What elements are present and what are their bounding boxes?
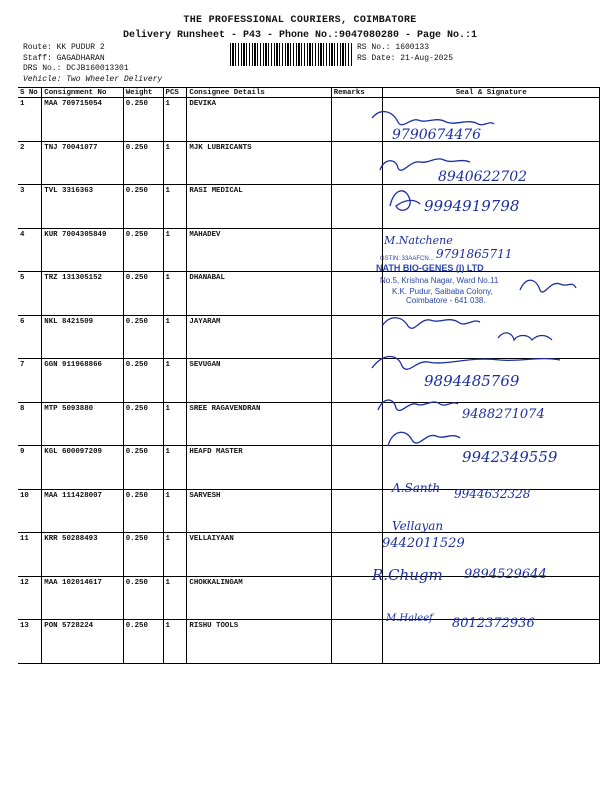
cell-pcs: 1 <box>163 228 187 272</box>
cell-weight: 0.250 <box>123 141 163 185</box>
signature-phone: 9488271074 <box>462 407 545 422</box>
cell-consignment: KRR 50288493 <box>42 533 123 577</box>
signature-phone: 9944632328 <box>454 487 531 501</box>
cell-consignment: MAA 709715054 <box>42 98 123 142</box>
cell-consignee: MAHADEV <box>187 228 331 272</box>
cell-pcs: 1 <box>163 489 187 533</box>
cell-consignee: SARVESH <box>187 489 331 533</box>
cell-weight: 0.250 <box>123 489 163 533</box>
stamp-line1: No.5, Krishna Nagar, Ward No.11 <box>380 276 499 285</box>
cell-sno: 12 <box>18 576 42 620</box>
cell-consignee: VELLAIYAAN <box>187 533 331 577</box>
rs-date: RS Date: 21-Aug-2025 <box>357 53 454 63</box>
cell-consignee: RISHU TOOLS <box>187 620 331 664</box>
signature-phone: 8012372936 <box>452 616 535 631</box>
cell-consignee: MJK LUBRICANTS <box>187 141 331 185</box>
cell-consignee: SEVUGAN <box>187 359 331 403</box>
signature-name: R.Chugm <box>372 566 443 584</box>
cell-pcs: 1 <box>163 98 187 142</box>
cell-weight: 0.250 <box>123 533 163 577</box>
cell-consignee: RASI MEDICAL <box>187 185 331 229</box>
cell-sno: 8 <box>18 402 42 446</box>
document-title: THE PROFESSIONAL COURIERS, COIMBATORE <box>183 15 417 26</box>
cell-weight: 0.250 <box>123 315 163 359</box>
cell-consignment: TRZ 131305152 <box>42 272 123 316</box>
signature-scribble <box>388 432 460 446</box>
signature-phone: 9894529644 <box>464 567 547 582</box>
cell-consignment: PON 5728224 <box>42 620 123 664</box>
cell-sno: 7 <box>18 359 42 403</box>
cell-weight: 0.250 <box>123 185 163 229</box>
cell-weight: 0.250 <box>123 272 163 316</box>
signature-phone: 9790674476 <box>392 127 482 143</box>
cell-pcs: 1 <box>163 576 187 620</box>
cell-consignment: TNJ 70041077 <box>42 141 123 185</box>
col-header-remarks: Remarks <box>331 88 383 98</box>
cell-sno: 6 <box>18 315 42 359</box>
cell-pcs: 1 <box>163 141 187 185</box>
cell-weight: 0.250 <box>123 359 163 403</box>
col-header-seal: Seal & Signature <box>383 88 600 98</box>
signature-phone: 8940622702 <box>438 169 528 185</box>
cell-sno: 5 <box>18 272 42 316</box>
cell-consignee: DEVIKA <box>187 98 331 142</box>
signature-name: M.Haleef <box>386 613 433 624</box>
col-header-pcs: PCS <box>163 88 187 98</box>
signature-name: M.Natchene <box>384 234 453 247</box>
cell-weight: 0.250 <box>123 620 163 664</box>
cell-pcs: 1 <box>163 185 187 229</box>
company-stamp <box>376 256 576 305</box>
signature-phone: 9442011529 <box>382 536 465 551</box>
signature-phone: 9994919798 <box>424 197 520 215</box>
cell-consignee: HEAFD MASTER <box>187 446 331 490</box>
stamp-name: NATH BIO-GENES (I) LTD <box>376 263 484 273</box>
cell-consignment: NKL 8421509 <box>42 315 123 359</box>
cell-weight: 0.250 <box>123 228 163 272</box>
cell-pcs: 1 <box>163 315 187 359</box>
cell-sno: 4 <box>18 228 42 272</box>
cell-consignee: JAYARAM <box>187 315 331 359</box>
cell-consignment: MAA 102014617 <box>42 576 123 620</box>
cell-pcs: 1 <box>163 446 187 490</box>
rs-number: RS No.: 1600133 <box>357 43 430 52</box>
signature-phone: 9894485769 <box>424 372 520 390</box>
stamp-signature-scribble <box>520 280 576 292</box>
signature-phone: 9791865711 <box>436 247 513 261</box>
signature-name: Vellayan <box>392 519 444 533</box>
signature-scribble <box>382 318 480 329</box>
cell-sno: 9 <box>18 446 42 490</box>
cell-weight: 0.250 <box>123 446 163 490</box>
stamp-code: GSTIN: 33AAFCN... <box>380 256 434 262</box>
cell-consignment: KGL 600097209 <box>42 446 123 490</box>
cell-consignment: MTP 5093880 <box>42 402 123 446</box>
cell-consignment: KUR 7004305849 <box>42 228 123 272</box>
cell-sno: 2 <box>18 141 42 185</box>
cell-consignee: DHANABAL <box>187 272 331 316</box>
cell-pcs: 1 <box>163 533 187 577</box>
cell-weight: 0.250 <box>123 98 163 142</box>
cell-pcs: 1 <box>163 402 187 446</box>
cell-consignment: GGN 911968866 <box>42 359 123 403</box>
cell-pcs: 1 <box>163 272 187 316</box>
signature-name: A.Santh <box>392 481 441 495</box>
cell-sno: 3 <box>18 185 42 229</box>
cell-sno: 11 <box>18 533 42 577</box>
cell-sno: 1 <box>18 98 42 142</box>
cell-pcs: 1 <box>163 620 187 664</box>
staff-label: Staff: GAGADHARAN <box>23 53 105 63</box>
cell-sno: 10 <box>18 489 42 533</box>
cell-consignee: CHOKKALINGAM <box>187 576 331 620</box>
signature-scribble <box>390 191 420 210</box>
cell-pcs: 1 <box>163 359 187 403</box>
signature-scribble <box>378 400 458 410</box>
signature-phone: 9942349559 <box>462 448 558 466</box>
cell-consignee: SREE RAGAVENDRAN <box>187 402 331 446</box>
signature-scribble <box>372 357 560 370</box>
cell-weight: 0.250 <box>123 576 163 620</box>
document-subtitle: Delivery Runsheet - P43 - Phone No.:9047080280 - Page No.:1 <box>122 30 478 41</box>
cell-consignment: MAA 111428007 <box>42 489 123 533</box>
col-header-consignee: Consignee Details <box>187 88 331 98</box>
col-header-sno: S No <box>18 88 42 98</box>
stamp-line2: K.K. Pudur, Saibaba Colony, <box>392 287 493 296</box>
vehicle-label: Vehicle: Two Wheeler Delivery <box>23 74 163 84</box>
drs-number: DRS No.: DCJB160013301 <box>23 64 129 73</box>
signature-scribble <box>372 112 494 125</box>
cell-sno: 13 <box>18 620 42 664</box>
stamp-line3: Coimbatore - 641 038. <box>406 296 486 305</box>
cell-weight: 0.250 <box>123 402 163 446</box>
route-label: Route: KK PUDUR 2 <box>23 43 105 52</box>
col-header-weight: Weight <box>123 88 163 98</box>
signature-scribble <box>498 333 552 340</box>
cell-consignment: TVL 3316363 <box>42 185 123 229</box>
col-header-consignment: Consignment No <box>42 88 123 98</box>
